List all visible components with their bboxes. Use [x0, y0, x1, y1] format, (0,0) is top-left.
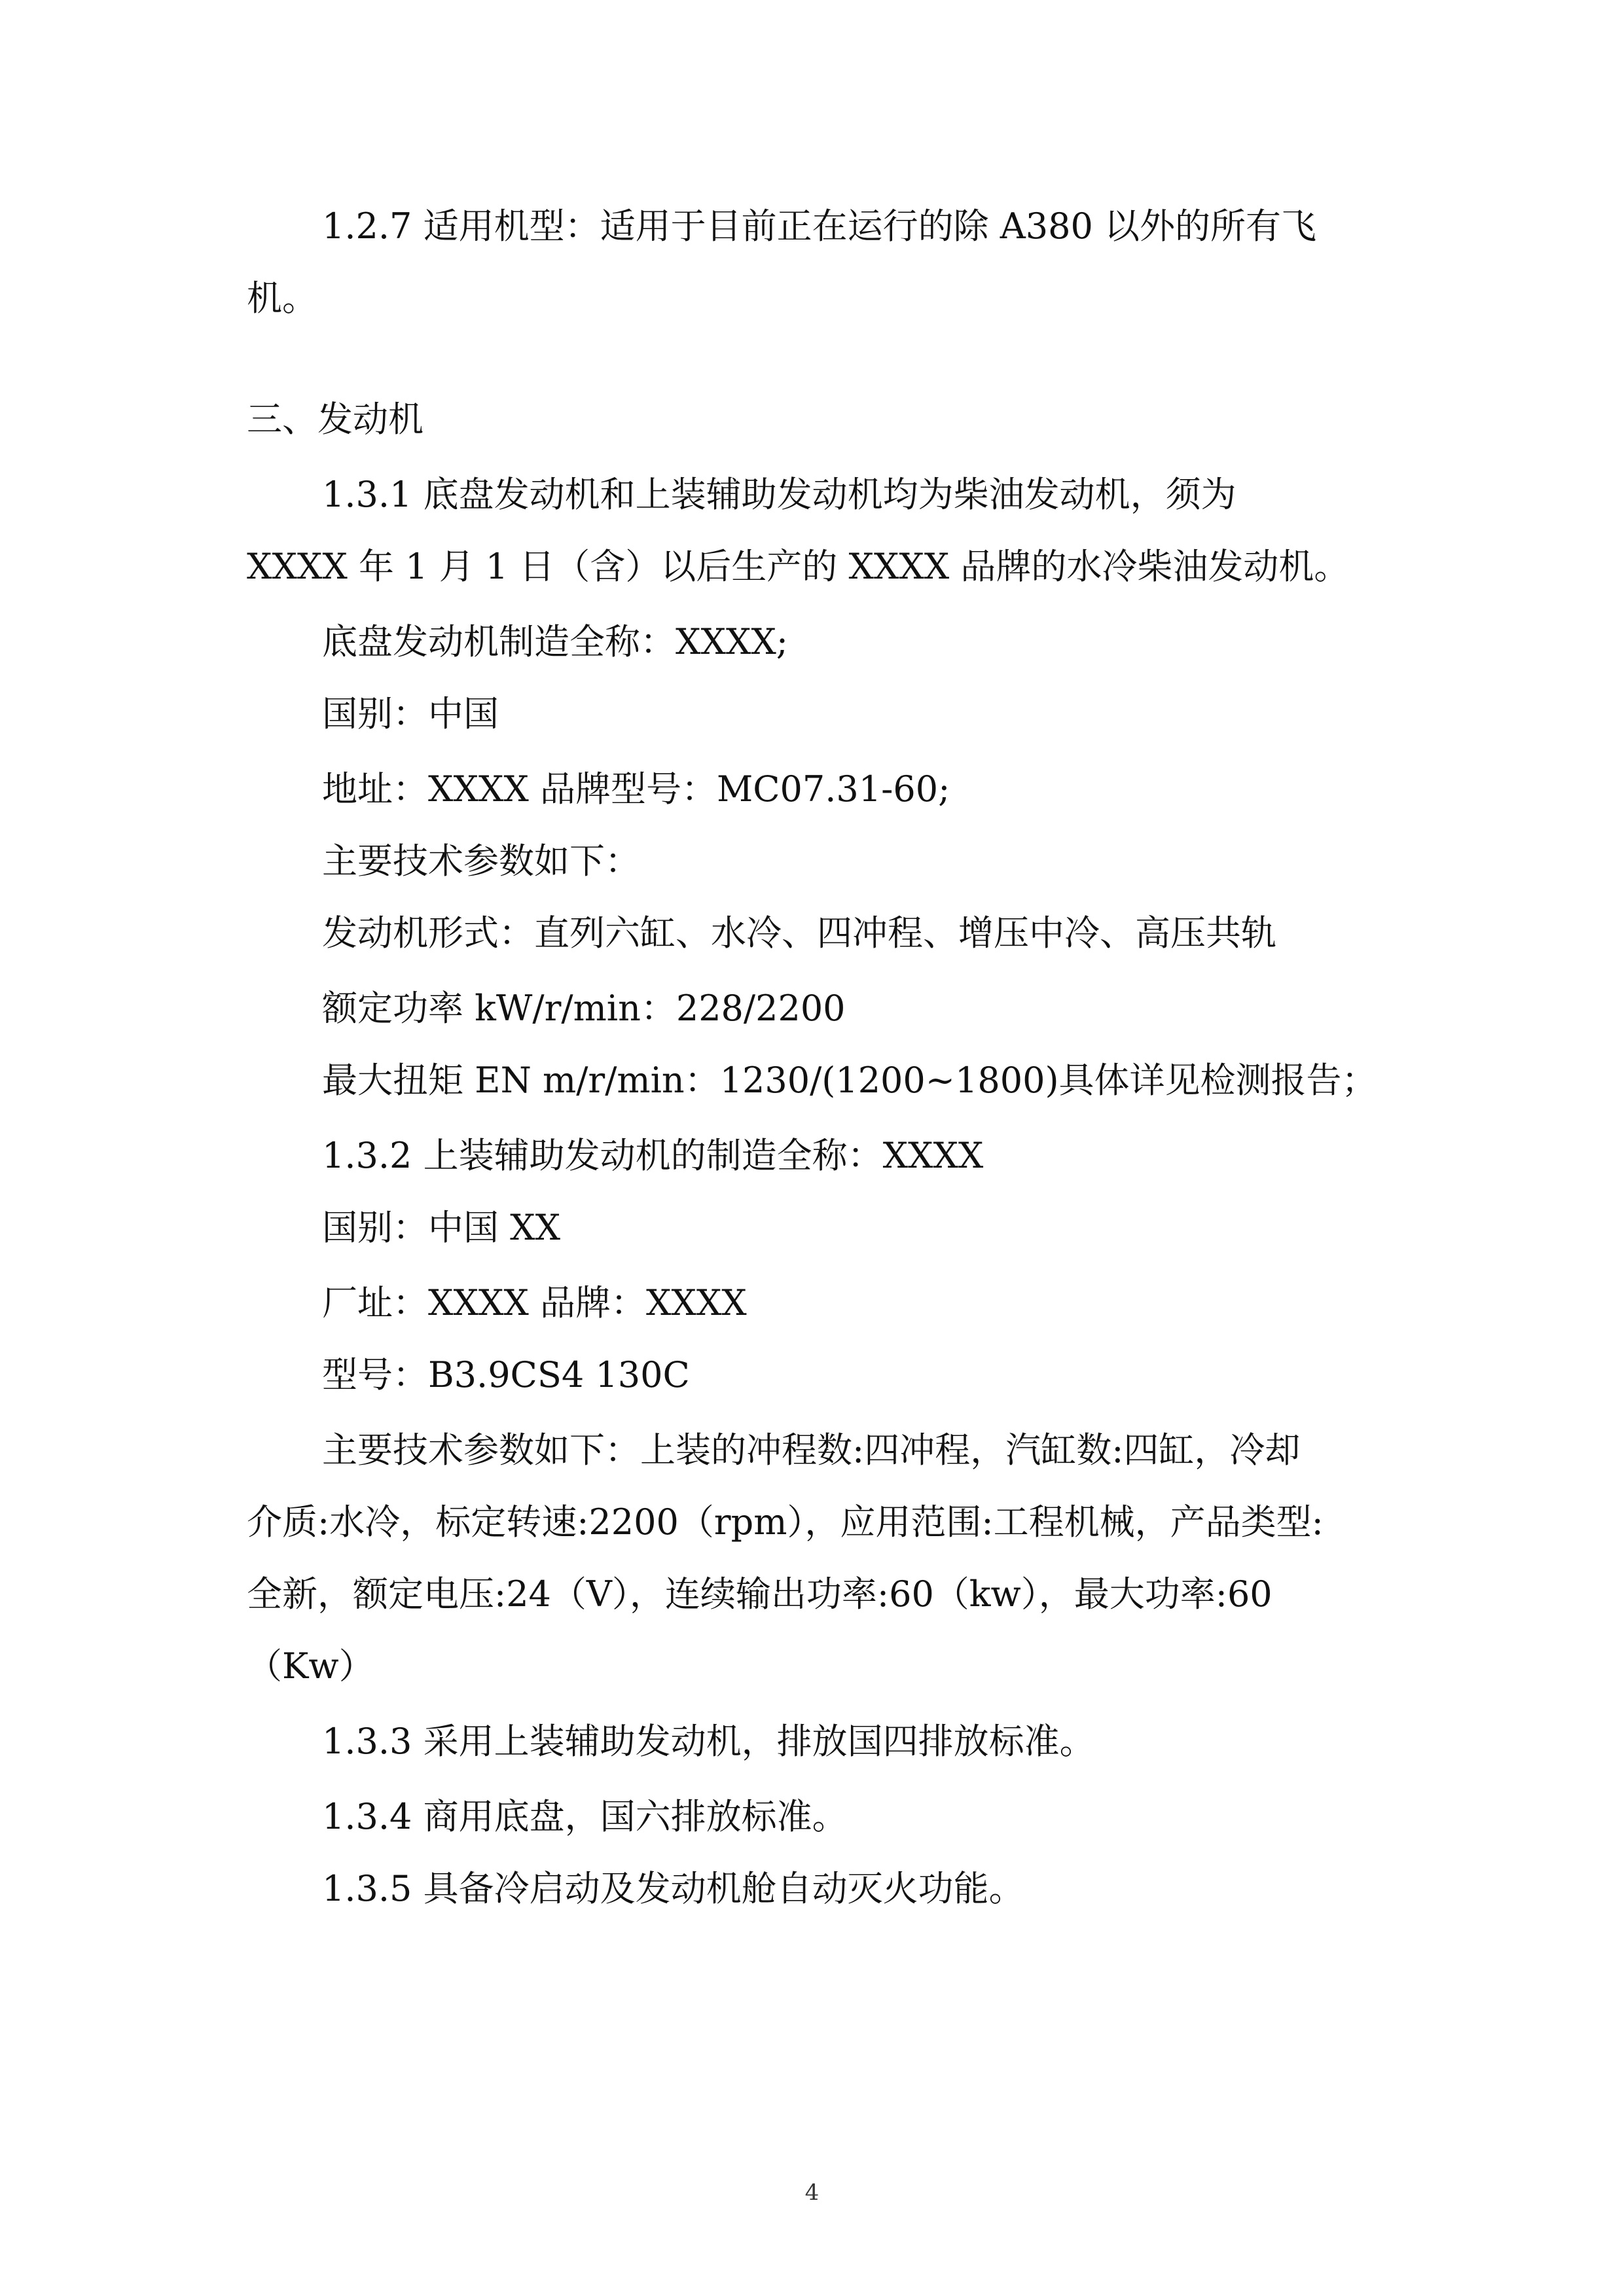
aux-engine-model: 型号：B3.9CS4 130C [322, 1354, 690, 1395]
tech-params-heading: 主要技术参数如下： [322, 840, 640, 882]
section-heading-engine: 三、发动机 [247, 399, 424, 440]
aux-params-line-4: （Kw） [247, 1645, 374, 1687]
page-number: 4 [804, 2179, 820, 2206]
text-line-1-3-2: 1.3.2 上装辅助发动机的制造全称：XXXX [322, 1135, 984, 1176]
aux-engine-factory: 厂址：XXXX 品牌：XXXX [322, 1282, 747, 1323]
chassis-engine-maker: 底盘发动机制造全称：XXXX; [322, 621, 788, 662]
text-line-1-3-3: 1.3.3 采用上装辅助发动机，排放国四排放标准。 [322, 1721, 1095, 1762]
engine-type: 发动机形式：直列六缸、水冷、四冲程、增压中冷、高压共轨 [322, 912, 1276, 954]
chassis-engine-model: 地址：XXXX 品牌型号：MC07.31-60; [322, 768, 950, 810]
aux-params-line-3: 全新，额定电压:24（V），连续输出功率:60（kw），最大功率:60 [247, 1573, 1272, 1615]
text-line-1-3-5: 1.3.5 具备冷启动及发动机舱自动灭火功能。 [322, 1868, 1024, 1909]
rated-power: 额定功率 kW/r/min：228/2200 [322, 988, 846, 1029]
aux-engine-country: 国别：中国 XX [322, 1207, 561, 1248]
max-torque: 最大扭矩 EN m/r/min：1230/(1200~1800)具体详见检测报告； [322, 1060, 1377, 1101]
text-line-1-3-4: 1.3.4 商用底盘，国六排放标准。 [322, 1796, 848, 1837]
aux-params-line-1: 主要技术参数如下：上装的冲程数:四冲程，汽缸数:四缸，冷却 [322, 1429, 1301, 1471]
text-line-1-2-7: 1.2.7 适用机型：适用于目前正在运行的除 A380 以外的所有飞 [322, 206, 1316, 247]
aux-params-line-2: 介质:水冷，标定转速:2200（rpm），应用范围:工程机械，产品类型: [247, 1501, 1324, 1543]
chassis-engine-country: 国别：中国 [322, 693, 499, 734]
text-line-1-3-1-cont: XXXX 年 1 月 1 日（含）以后生产的 XXXX 品牌的水冷柴油发动机。 [247, 546, 1350, 587]
text-line-1-2-7-cont: 机。 [247, 278, 317, 319]
text-line-1-3-1: 1.3.1 底盘发动机和上装辅助发动机均为柴油发动机，须为 [322, 474, 1236, 515]
